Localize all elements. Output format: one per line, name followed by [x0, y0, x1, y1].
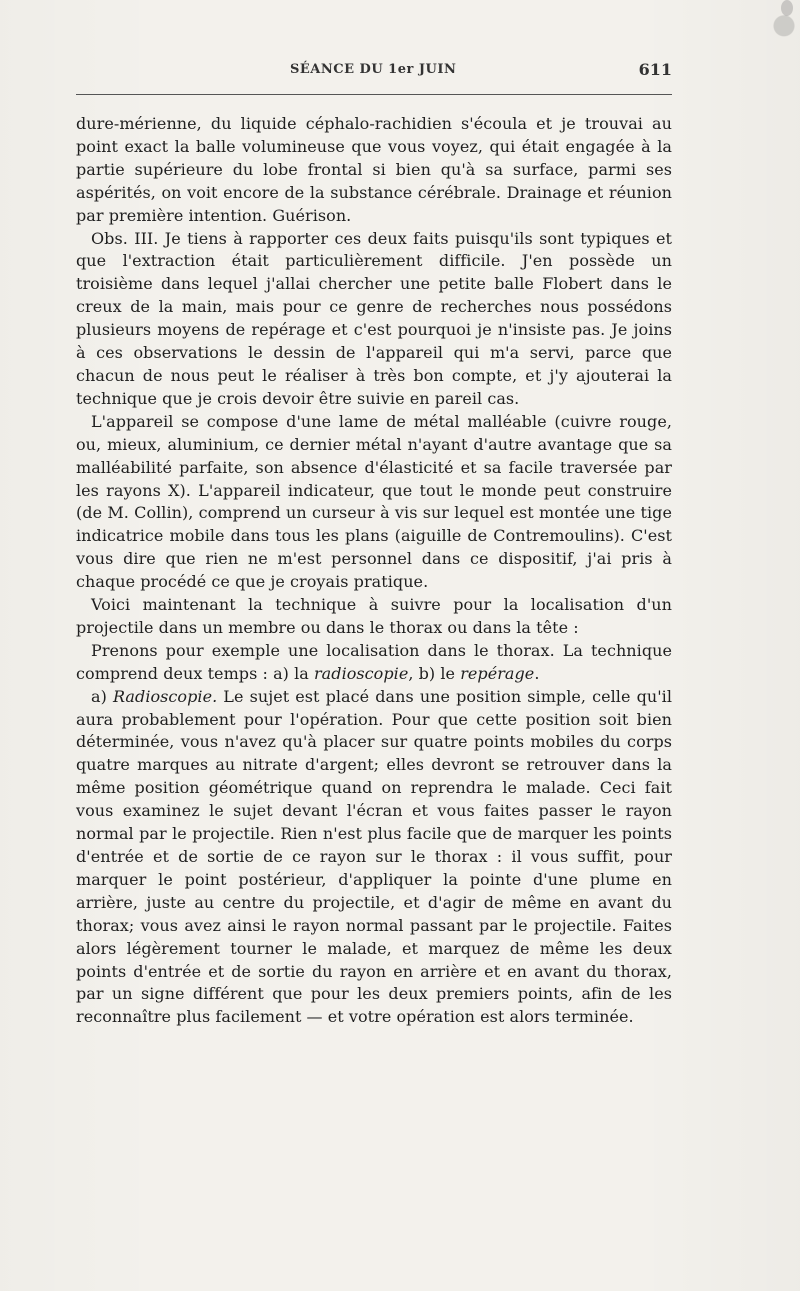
running-head: SÉANCE DU 1er JUIN: [290, 62, 457, 77]
paragraph-2: Obs. III. Je tiens à rapporter ces deux faits puisqu'ils sont typiques et que l'extraction était particulièrement difficile. J'en possède un troisième dans lequel j'allai chercher une petite balle Flobert dans le creux de la main, mais pour ce genre de recherches nous possédons plusieurs moyens de repérage et c'est pourquoi je n'insiste pas. Je joins à ces observations le dessin de l'appareil qui m'a servi, parce que chacun de nous peut le réaliser à très bon compte, et j'y ajouterai la technique que je crois devoir être suivie en pareil cas.: [76, 228, 672, 408]
paragraph-5: [76, 640, 672, 686]
paragraph-5-text-c: .: [534, 663, 540, 683]
section-prefix: a): [91, 686, 113, 706]
main-text: [76, 113, 672, 1029]
paragraph-5-text-a: Prenons pour exemple une localisation dans le thorax. La technique comprend deux temps : a) la: [76, 640, 672, 683]
reperage-term: repérage: [460, 663, 535, 683]
paragraph-3: L'appareil se compose d'une lame de métal malléable (cuivre rouge, ou, mieux, aluminium, ce dernier métal n'ayant d'autre avantage que sa malléabilité parfaite, son absence d'élasticité et sa facile traversée par les rayons X). L'appareil indicateur, que tout le monde peut construire (de M. Collin), comprend un curseur à vis sur lequel est montée une tige indicatrice mobile dans tous les plans (aiguille de Contremoulins). C'est vous dire que rien ne m'est personnel dans ce dispositif, j'ai pris à chaque procédé ce que je croyais pratique.: [76, 411, 672, 592]
paragraph-6-body: Le sujet est placé dans une position simple, celle qu'il aura probablement pour l'opération. Pour que cette position soit bien déterminée, vous n'avez qu'à placer sur quatre points mobiles du corps quatre marques au nitrate d'argent; elles devront se retrouver dans la même position géométrique quand on reprendra le malade. Ceci fait vous examinez le sujet devant l'écran et vous faites passer le rayon normal par le projectile. Rien n'est plus facile que de marquer les points d'entrée et de sortie de ce rayon sur le thorax : il vous suffit, pour marquer le point postérieur, d'appliquer la pointe d'une plume en arrière, juste au centre du projectile, et d'agir de même en avant du thorax; vous avez ainsi le rayon normal passant par le projectile. Faites alors légèrement tourner le malade, et marquez de même les deux points d'entrée et de sortie du rayon en arrière et en avant du thorax, par un signe différent que pour les deux premiers points, afin de les reconnaître plus facilement — et votre opération est alors terminée.: [76, 686, 672, 1027]
paragraph-5-text-b: , b) le: [408, 663, 461, 683]
page-header: [76, 62, 672, 86]
header-rule: [76, 94, 672, 95]
paragraph-1: dure-mérienne, du liquide céphalo-rachidien s'écoula et je trouvai au point exact la balle volumineuse que vous voyez, qui était engagée à la partie supérieure du lobe frontal si bien qu'à sa surface, parmi ses aspérités, on voit encore de la substance cérébrale. Drainage et réunion par première intention. Guérison.: [76, 114, 672, 225]
paragraph-6: [76, 686, 672, 1030]
page-number: 611: [638, 60, 672, 79]
section-title: Radioscopie.: [112, 686, 218, 706]
ink-spot: [781, 0, 793, 16]
radioscopie-term: radioscopie: [313, 663, 409, 683]
paragraph-4: Voici maintenant la technique à suivre pour la localisation d'un projectile dans un membre ou dans le thorax ou dans la tête :: [76, 595, 672, 637]
